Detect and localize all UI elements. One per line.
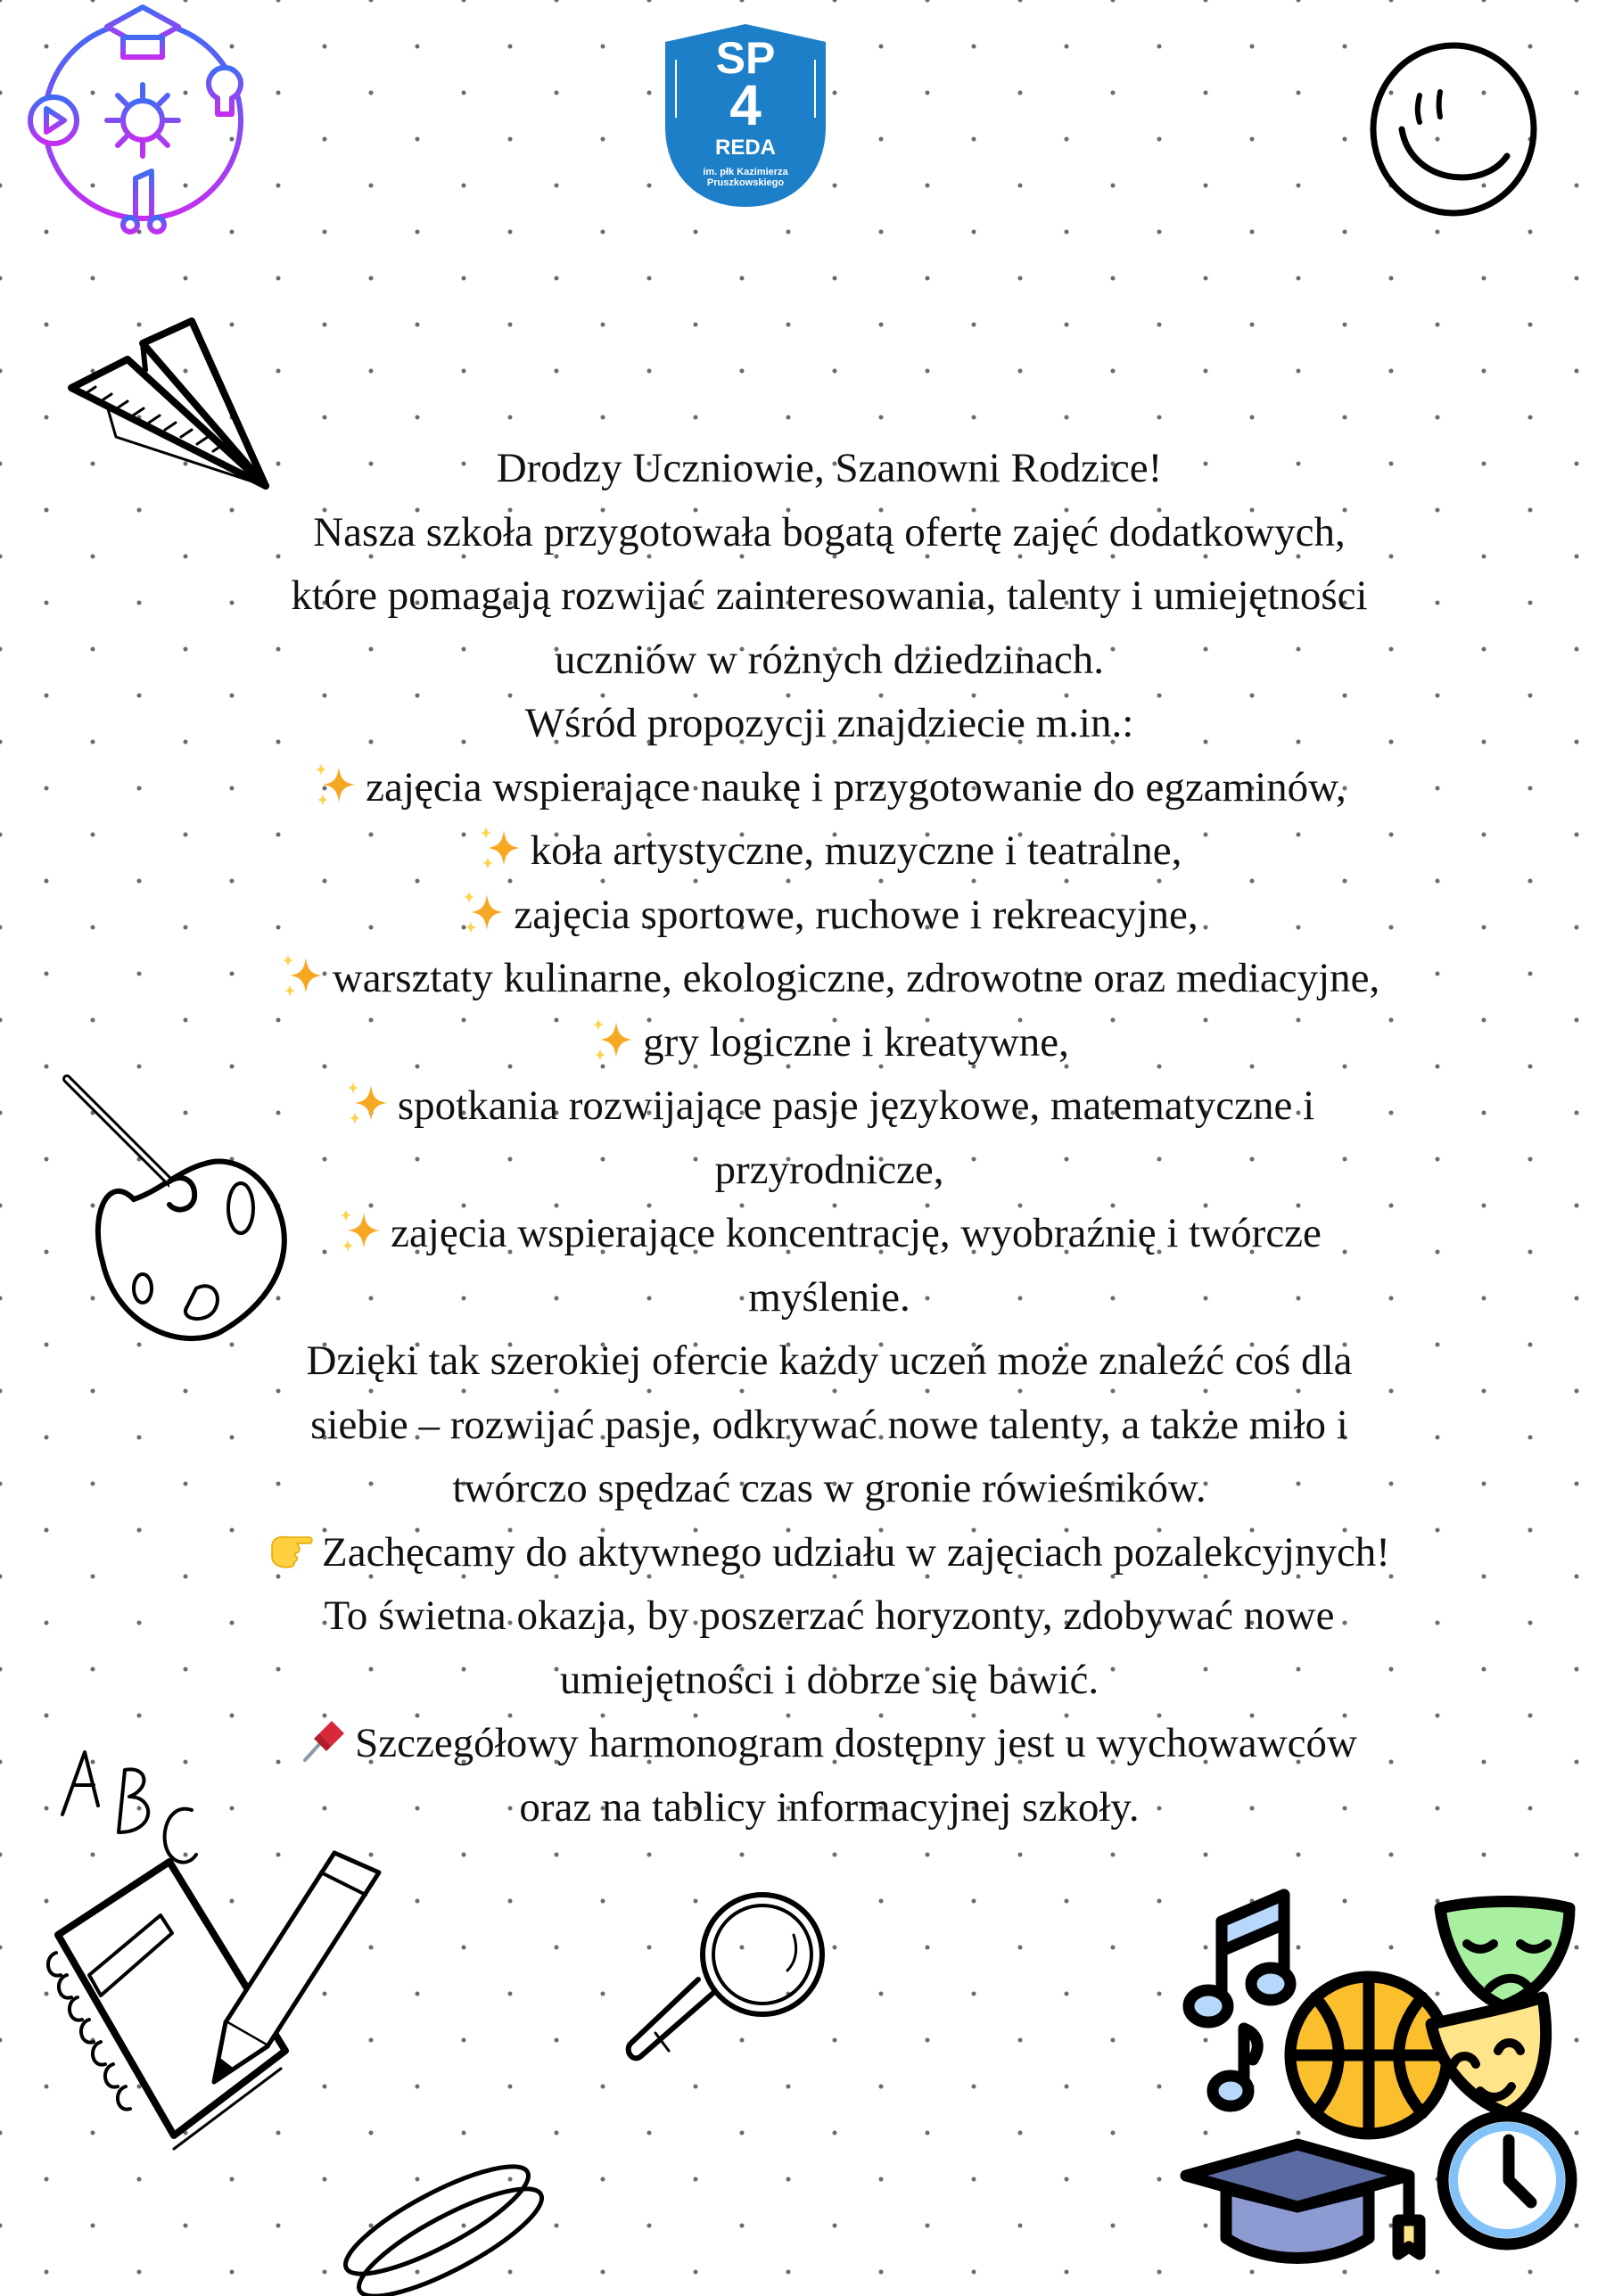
logo-city: REDA <box>714 136 776 160</box>
invite-line: umiejętności i dobrze się bawić. <box>559 1656 1099 1703</box>
sparkles-icon <box>589 1016 636 1063</box>
smiley-face-icon <box>1364 40 1543 218</box>
greeting: Drodzy Uczniowie, Szanowni Rodzice! <box>496 445 1163 491</box>
list-item: koła artystyczne, muzyczne i teatralne, <box>161 819 1498 884</box>
list-item: gry logiczne i kreatywne, <box>161 1011 1498 1075</box>
list-item: zajęcia wspierające naukę i przygotowanie do egzaminów, <box>161 756 1498 820</box>
logo-number: 4 <box>729 73 762 137</box>
invite-line: Zachęcamy do aktywnego udziału w zajęciach pozalekcyjnych! <box>161 1521 1498 1585</box>
sparkles-icon <box>344 1080 391 1126</box>
list-item: spotkania rozwijające pasje językowe, matematyczne i <box>161 1074 1498 1139</box>
school-logo <box>658 20 833 211</box>
list-heading: Wśród propozycji znajdziecie m.in.: <box>524 700 1134 746</box>
schedule-line: Szczegółowy harmonogram dostępny jest u wychowawców <box>161 1712 1498 1776</box>
pointing-hand-icon <box>268 1527 315 1573</box>
list-item: warsztaty kulinarne, ekologiczne, zdrowotne oraz mediacyjne, <box>161 947 1498 1011</box>
creativity-circle-icon <box>18 0 259 241</box>
letter-body <box>161 437 1498 1839</box>
sparkles-icon <box>477 825 523 871</box>
summary-line: siebie – rozwijać pasje, odkrywać nowe talenty, a także miło i <box>310 1401 1348 1448</box>
sparkles-icon <box>279 952 325 999</box>
intro-line: które pomagają rozwijać zainteresowania, talenty i umiejętności <box>291 572 1368 619</box>
list-item: zajęcia wspierające koncentrację, wyobraźnię i twórcze <box>161 1202 1498 1266</box>
sparkles-icon <box>312 761 358 808</box>
summary-line: twórczo spędzać czas w gronie rówieśników. <box>452 1465 1206 1511</box>
logo-patron: im. płk Kazimierza Pruszkowskiego <box>703 167 788 188</box>
pushpin-icon <box>301 1717 348 1764</box>
list-item-continuation: myślenie. <box>748 1273 910 1321</box>
invite-line: To świetna okazja, by poszerzać horyzonty, zdobywać nowe <box>324 1592 1335 1639</box>
logo-sp: SP <box>715 33 776 83</box>
schedule-line: oraz na tablicy informacyjnej szkoły. <box>519 1783 1140 1831</box>
intro-line: uczniów w różnych dziedzinach. <box>555 636 1104 683</box>
sparkles-icon <box>460 889 506 935</box>
list-item-continuation: przyrodnicze, <box>714 1146 944 1193</box>
sparkles-icon <box>337 1207 383 1254</box>
intro-line: Nasza szkoła przygotowała bogatą ofertę zajęć dodatkowych, <box>313 508 1346 555</box>
activities-icon <box>1168 1872 1578 2265</box>
summary-line: Dzięki tak szerokiej ofercie każdy uczeń może znaleźć coś dla <box>306 1337 1353 1384</box>
spring-coil-icon <box>348 2176 553 2292</box>
list-item: zajęcia sportowe, ruchowe i rekreacyjne, <box>161 884 1498 948</box>
magnifier-icon <box>620 1890 825 2069</box>
notebook-pencil-icon <box>40 1855 397 2167</box>
